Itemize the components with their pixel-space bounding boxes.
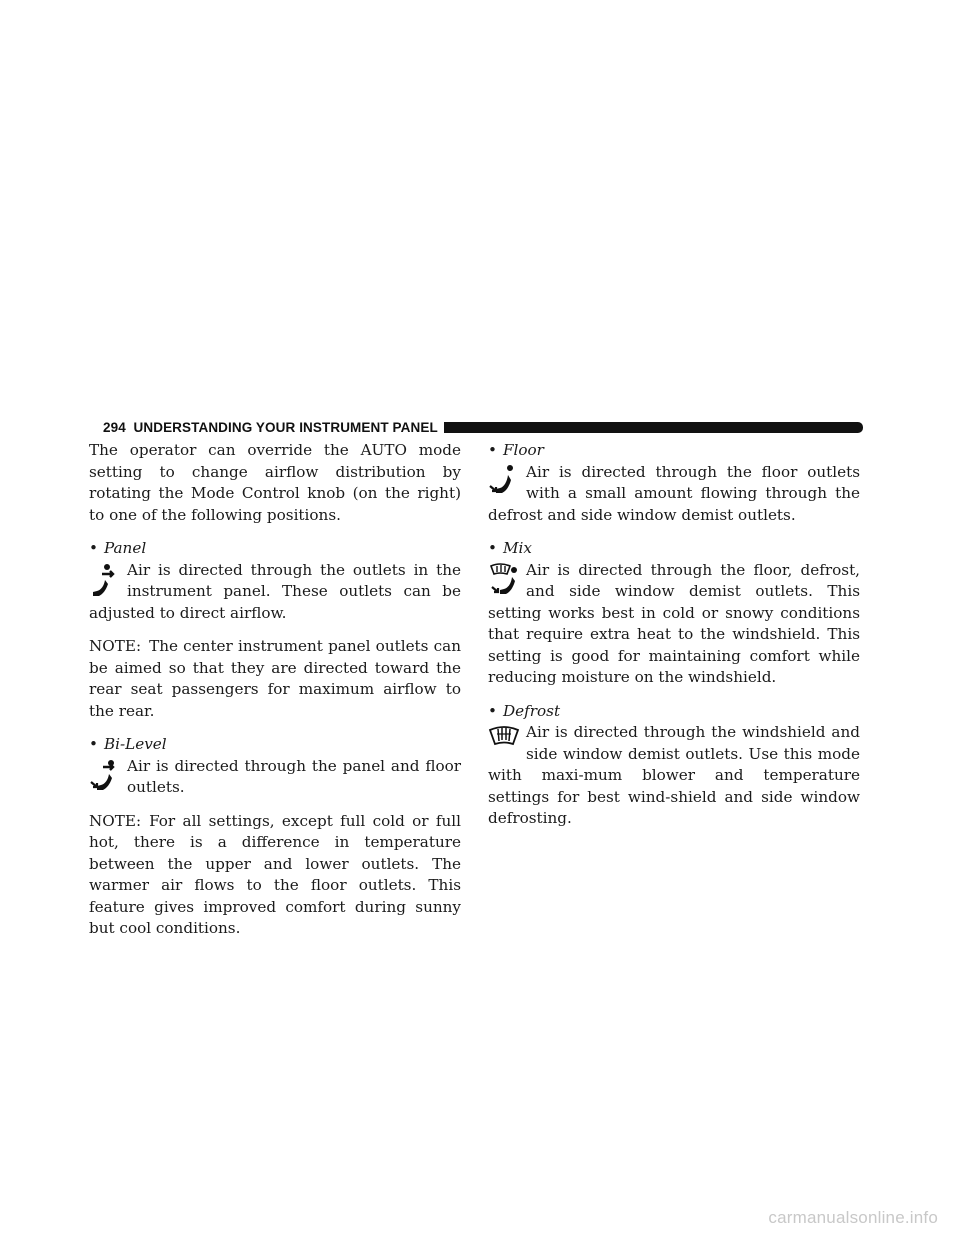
note-2: NOTE: For all settings, except full cold or full hot, there is a difference in temperature between the upper and lower outlets. The warmer air flows to the floor outlets. This feature gives improved comfort during sunny but cool conditions.: [89, 811, 461, 937]
floor-heading: • Floor: [488, 441, 544, 459]
page-number: 294: [103, 419, 126, 435]
intro-paragraph: The operator can override the AUTO mode setting to change airflow distribution by rotating the Mode Control knob (on the right) to one of the following positions.: [89, 441, 461, 524]
defrost-entry: [488, 722, 860, 830]
defrost-text: Air is directed through the windshield and side window demist outlets. Use this mode with maxi-mum blower and temperature settings for best wind-shield and side window defrosting.: [488, 723, 860, 827]
defrost-heading: • Defrost: [488, 701, 561, 720]
defrost-mode-icon: [488, 722, 522, 762]
header-bar: [444, 422, 863, 433]
bi-level-heading: • Bi-Level: [89, 735, 167, 753]
mix-entry: [488, 560, 860, 689]
left-column: [89, 440, 461, 952]
floor-mode-icon: [488, 462, 522, 502]
mix-text: Air is directed through the floor, defrost, and side window demist outlets. This setting works best in cold or snowy conditions that require extra heat to the windshield. This setting is good for maintaining comfort while reducing moisture on the windshield.: [488, 560, 860, 686]
watermark: carmanualsonline.info: [768, 1208, 938, 1227]
bi-level-entry: [89, 756, 461, 799]
bi-level-text: Air is directed through the panel and floor outlets.: [127, 756, 461, 796]
panel-heading: • Panel: [89, 539, 147, 557]
bi-level-mode-icon: [89, 756, 123, 796]
mix-heading: • Mix: [488, 539, 532, 557]
floor-entry: [488, 462, 860, 527]
page-header: [103, 420, 863, 434]
panel-text: Air is directed through the outlets in the instrument panel. These outlets can be adjusted to direct airflow.: [89, 560, 461, 622]
floor-text: Air is directed through the floor outlets with a small amount flowing through the defrost and side window demist outlets.: [488, 462, 860, 524]
note-1: NOTE: The center instrument panel outlets can be aimed so that they are directed toward the rear seat passengers for maximum airflow to the rear.: [89, 637, 461, 720]
panel-mode-icon: [89, 560, 123, 600]
mix-mode-icon: [488, 560, 522, 600]
section-title: UNDERSTANDING YOUR INSTRUMENT PANEL: [133, 419, 438, 435]
panel-entry: [89, 560, 461, 625]
right-column: [488, 440, 860, 842]
page-header-text: [103, 420, 438, 435]
